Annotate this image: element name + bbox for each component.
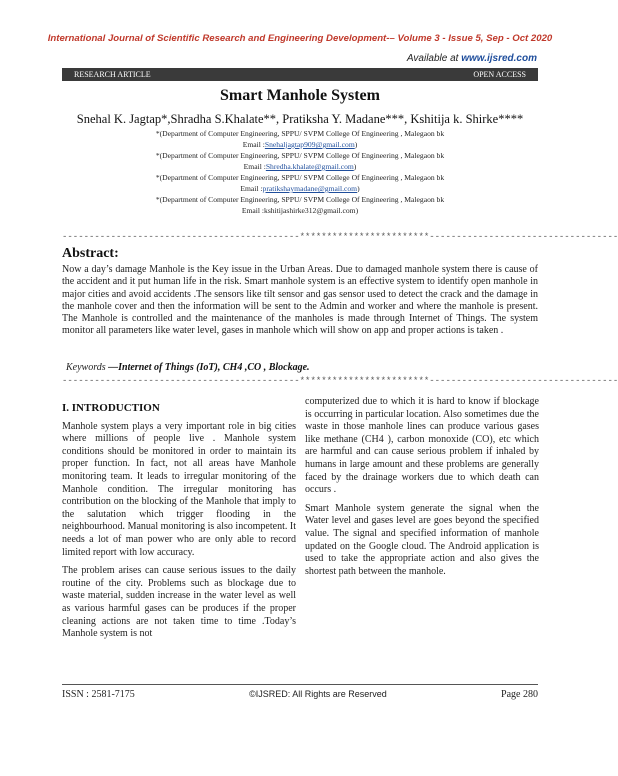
email-link[interactable]: Snehaljagtap909@gmail.com xyxy=(264,140,355,149)
page-footer xyxy=(62,689,538,700)
email-link[interactable]: Shredha.khalate@gmail.com xyxy=(265,162,354,171)
email-text: kshitijashirke312@gmail.com xyxy=(264,206,356,215)
journal-url-link[interactable]: www.ijsred.com xyxy=(461,53,537,64)
author-list: Snehal K. Jagtap*,Shradha S.Khalate**, Pratiksha Y. Madane***, Kshitija k. Shirke**** xyxy=(76,112,524,126)
affiliation-dept: *(Department of Computer Engineering, SPPU/ SVPM College Of Engineering , Malegaon bk xyxy=(155,129,445,138)
paragraph: Smart Manhole system generate the signal when the Water level and gases level are goes beyond the specified value. The signal and specified information of manhole updated on the Google cloud. The Android application is used to take the appropriate action and also gives the shortest path between the manhole. xyxy=(305,502,539,577)
page-number: Page 280 xyxy=(501,689,538,700)
section-heading: I. INTRODUCTION xyxy=(62,402,160,414)
journal-header: International Journal of Scientific Research and Engineering Development-– Volume 3 - Issue 5, Sep - Oct 2020 xyxy=(47,33,553,44)
paragraph: computerized due to which it is hard to know if blockage is occurring in particular location. Also sometimes due the waste in those manhole lines can produce various gases like methane (CH4 ), carbon monoxide (CO), etc which are harmful and can cause serious problem if inhaled by humans in large amount and these problems are generally faced by the drainage workers due to which death can occurs . xyxy=(305,396,539,496)
article-type-bar xyxy=(62,68,538,81)
left-column xyxy=(62,402,296,647)
footer-divider xyxy=(62,684,538,685)
email-label: Email : xyxy=(243,162,266,171)
affiliations xyxy=(0,128,600,216)
keywords-line xyxy=(66,362,310,373)
affiliation-1 xyxy=(0,128,600,150)
email-close: ) xyxy=(353,162,357,171)
paragraph: Manhole system plays a very important role in big cities where millions of people live . Manhole system conditions should be monitored in order to maintain its proper function. In fact, not all areas have Manhole monitoring team. It leads to irregular monitoring of the Manhole condition. The irregular monitoring has contribution on the blocking of the Manhole that imply to the salutation which trigger flooding in the neighbourhood. Manual monitoring is also incompetent. It needs a lot of man power who are only able to record limited report with low accuracy. xyxy=(62,420,296,558)
affiliation-2 xyxy=(0,150,600,172)
email-close: ) xyxy=(355,206,359,215)
availability-line xyxy=(407,53,537,64)
affiliation-4 xyxy=(0,194,600,216)
available-prefix: Available at xyxy=(406,53,459,64)
separator-bottom: --------------------------------------------************************----------------------------------- xyxy=(62,376,618,386)
separator-top: --------------------------------------------************************----------------------------------- xyxy=(62,232,618,242)
email-close: ) xyxy=(357,184,360,193)
keywords-text: —Internet of Things (IoT), CH4 ,CO , Blockage. xyxy=(108,362,310,373)
keywords-label: Keywords xyxy=(66,362,106,373)
email-label: Email : xyxy=(242,140,265,149)
affiliation-dept: *(Department of Computer Engineering, SPPU/ SVPM College Of Engineering , Malegaon bk xyxy=(155,195,445,204)
open-access-label: OPEN ACCESS xyxy=(473,70,526,79)
email-label: Email : xyxy=(241,206,265,215)
paper-title: Smart Manhole System xyxy=(220,87,380,104)
rights-notice: ©IJSRED: All Rights are Reserved xyxy=(249,689,387,699)
email-close: ) xyxy=(354,140,358,149)
affiliation-dept: *(Department of Computer Engineering, SPPU/ SVPM College Of Engineering , Malegaon bk xyxy=(155,173,445,182)
affiliation-3 xyxy=(0,172,600,194)
email-label: Email : xyxy=(240,184,263,193)
article-type: RESEARCH ARTICLE xyxy=(74,70,151,79)
abstract-heading: Abstract: xyxy=(62,246,119,261)
abstract-text: Now a day’s damage Manhole is the Key issue in the Urban Areas. Due to damaged manhole system there is cause of the accident and it put human life in the risk. Smart manhole system is an effective system to identify open manhole in major cities and avoid accidents .The sensors like tilt sensor and gas sensor used to detect the crack and the damage in the manhole cover and then the information will be sent to the Admin and worker and where the manhole is present. The Manhole is controlled and the maintenance of the manholes is made through Internet of Things. The system monitor all parameters like water level, gases in manhole which will show on app and proper actions is taken . xyxy=(62,264,538,337)
affiliation-dept: *(Department of Computer Engineering, SPPU/ SVPM College Of Engineering , Malegaon bk xyxy=(155,151,445,160)
issn: ISSN : 2581-7175 xyxy=(62,689,135,700)
paragraph: The problem arises can cause serious issues to the daily routine of the city. Problems such as blockage due to waste material, sudden increase in the water level as well as various harmful gases can be produces if the proper cleaning actions are not taken time to time .Today’s Manhole system is not xyxy=(62,565,296,640)
right-column xyxy=(305,396,539,584)
email-link[interactable]: pratikshaymadane@gmail.com xyxy=(262,184,358,193)
